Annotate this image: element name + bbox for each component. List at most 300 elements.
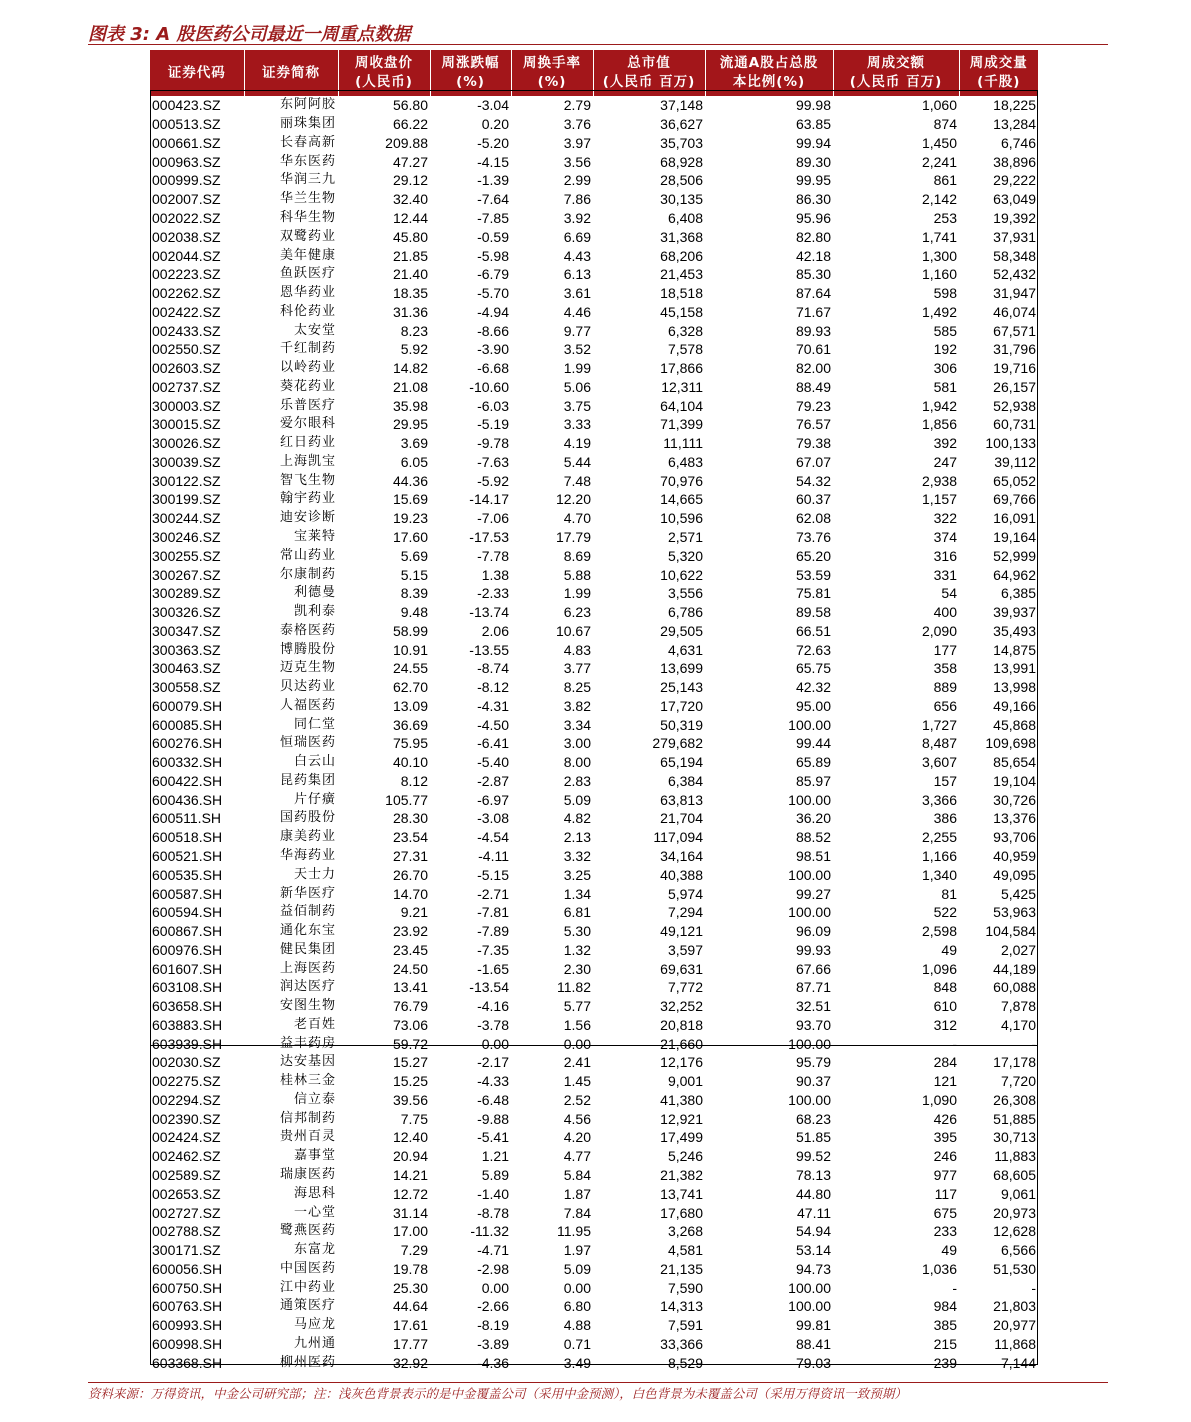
cell-change: -7.81: [430, 903, 511, 922]
cell-name: 乐普医疗: [244, 396, 338, 415]
table-row: [150, 1259, 1038, 1278]
cell-code: 002390.SZ: [150, 1109, 244, 1128]
cell-change: -8.12: [430, 678, 511, 697]
cell-market-cap: 5,974: [593, 884, 705, 903]
cell-volume: 6,746: [959, 134, 1038, 153]
cell-market-cap: 9,001: [593, 1072, 705, 1091]
cell-volume: 13,991: [959, 659, 1038, 678]
cell-change: -2.71: [430, 884, 511, 903]
cell-code: 000999.SZ: [150, 171, 244, 190]
cell-float-ratio: 42.32: [705, 678, 833, 697]
cell-volume: 6,566: [959, 1241, 1038, 1260]
cell-turnover-value: 889: [833, 678, 959, 697]
cell-code: 300558.SZ: [150, 678, 244, 697]
cell-change: -8.74: [430, 659, 511, 678]
cell-change: -3.90: [430, 340, 511, 359]
cell-float-ratio: 53.59: [705, 565, 833, 584]
cell-close: 8.12: [338, 772, 430, 791]
cell-float-ratio: 100.00: [705, 1034, 833, 1053]
cell-turnover-value: 392: [833, 434, 959, 453]
cell-turnover-rate: 6.81: [511, 903, 593, 922]
cell-turnover-rate: 5.77: [511, 997, 593, 1016]
cell-market-cap: 4,581: [593, 1241, 705, 1260]
cell-close: 75.95: [338, 734, 430, 753]
cell-code: 300363.SZ: [150, 640, 244, 659]
cell-turnover-value: 1,300: [833, 246, 959, 265]
cell-volume: 39,112: [959, 453, 1038, 472]
cell-change: -5.40: [430, 753, 511, 772]
cell-float-ratio: 51.85: [705, 1128, 833, 1147]
cell-volume: 63,049: [959, 190, 1038, 209]
table-row: [150, 715, 1038, 734]
cell-name: 科伦药业: [244, 302, 338, 321]
cell-name: 通化东宝: [244, 922, 338, 941]
cell-close: 7.75: [338, 1109, 430, 1128]
cell-change: -4.94: [430, 302, 511, 321]
cell-float-ratio: 67.07: [705, 453, 833, 472]
cell-name: 瑞康医药: [244, 1166, 338, 1185]
header-security-name: 证券简称: [244, 50, 338, 96]
cell-turnover-value: 322: [833, 509, 959, 528]
cell-change: -2.17: [430, 1053, 511, 1072]
cell-volume: 16,091: [959, 509, 1038, 528]
cell-code: 002422.SZ: [150, 302, 244, 321]
cell-turnover-value: 284: [833, 1053, 959, 1072]
cell-name: 科华生物: [244, 209, 338, 228]
cell-volume: 52,938: [959, 396, 1038, 415]
cell-turnover-value: 1,166: [833, 847, 959, 866]
cell-turnover-rate: 8.69: [511, 546, 593, 565]
cell-code: 600976.SH: [150, 940, 244, 959]
cell-volume: 11,883: [959, 1147, 1038, 1166]
cell-float-ratio: 73.76: [705, 528, 833, 547]
cell-name: 红日药业: [244, 434, 338, 453]
cell-name: 华东医药: [244, 152, 338, 171]
cell-name: 九州通: [244, 1335, 338, 1354]
cell-market-cap: 40,388: [593, 865, 705, 884]
cell-market-cap: 2,571: [593, 528, 705, 547]
cell-float-ratio: 100.00: [705, 1278, 833, 1297]
cell-code: 002788.SZ: [150, 1222, 244, 1241]
table-row: [150, 697, 1038, 716]
cell-turnover-value: 1,727: [833, 715, 959, 734]
cell-turnover-rate: 10.67: [511, 621, 593, 640]
cell-turnover-rate: 3.33: [511, 415, 593, 434]
cell-code: 300199.SZ: [150, 490, 244, 509]
cell-market-cap: 34,164: [593, 847, 705, 866]
cell-turnover-rate: 2.41: [511, 1053, 593, 1072]
cell-market-cap: 12,311: [593, 377, 705, 396]
cell-change: -7.06: [430, 509, 511, 528]
cell-volume: 93,706: [959, 828, 1038, 847]
cell-market-cap: 68,206: [593, 246, 705, 265]
table-row: [150, 471, 1038, 490]
cell-name: 丽珠集团: [244, 115, 338, 134]
table-row: [150, 828, 1038, 847]
cell-change: -4.50: [430, 715, 511, 734]
cell-market-cap: 7,591: [593, 1316, 705, 1335]
cell-code: 002433.SZ: [150, 321, 244, 340]
cell-close: 21.40: [338, 265, 430, 284]
cell-volume: 4,170: [959, 1016, 1038, 1035]
cell-change: -7.35: [430, 940, 511, 959]
cell-close: 12.44: [338, 209, 430, 228]
cell-volume: 39,937: [959, 603, 1038, 622]
cell-float-ratio: 72.63: [705, 640, 833, 659]
cell-name: 宝莱特: [244, 528, 338, 547]
cell-close: 25.30: [338, 1278, 430, 1297]
cell-market-cap: 13,741: [593, 1184, 705, 1203]
cell-float-ratio: 99.95: [705, 171, 833, 190]
table-row: [150, 565, 1038, 584]
cell-close: 19.23: [338, 509, 430, 528]
table-row: [150, 152, 1038, 171]
cell-change: -6.48: [430, 1091, 511, 1110]
cell-turnover-rate: 7.86: [511, 190, 593, 209]
cell-turnover-rate: 3.82: [511, 697, 593, 716]
cell-close: 28.30: [338, 809, 430, 828]
cell-close: 23.45: [338, 940, 430, 959]
cell-turnover-rate: 3.56: [511, 152, 593, 171]
cell-change: -8.66: [430, 321, 511, 340]
cell-close: 26.70: [338, 865, 430, 884]
cell-turnover-rate: 6.23: [511, 603, 593, 622]
cell-name: 中国医药: [244, 1259, 338, 1278]
cell-change: 5.89: [430, 1166, 511, 1185]
cell-market-cap: 14,665: [593, 490, 705, 509]
cell-turnover-rate: 5.30: [511, 922, 593, 941]
cell-turnover-value: 246: [833, 1147, 959, 1166]
cell-market-cap: 63,813: [593, 790, 705, 809]
cell-change: -13.55: [430, 640, 511, 659]
cell-float-ratio: 99.44: [705, 734, 833, 753]
cell-market-cap: 21,660: [593, 1034, 705, 1053]
cell-change: -7.89: [430, 922, 511, 941]
cell-change: -13.54: [430, 978, 511, 997]
cell-name: 健民集团: [244, 940, 338, 959]
table-row: [150, 96, 1038, 115]
cell-market-cap: 7,590: [593, 1278, 705, 1297]
cell-code: 002030.SZ: [150, 1053, 244, 1072]
cell-close: 209.88: [338, 134, 430, 153]
cell-market-cap: 32,252: [593, 997, 705, 1016]
cell-close: 17.77: [338, 1335, 430, 1354]
cell-name: 贵州百灵: [244, 1128, 338, 1147]
cell-turnover-value: 49: [833, 940, 959, 959]
cell-code: 600079.SH: [150, 697, 244, 716]
cell-close: 5.15: [338, 565, 430, 584]
cell-code: 000963.SZ: [150, 152, 244, 171]
cell-market-cap: 64,104: [593, 396, 705, 415]
cell-change: -7.85: [430, 209, 511, 228]
cell-code: 002262.SZ: [150, 284, 244, 303]
cell-change: -5.92: [430, 471, 511, 490]
cell-volume: 104,584: [959, 922, 1038, 941]
cell-close: 47.27: [338, 152, 430, 171]
cell-turnover-value: 395: [833, 1128, 959, 1147]
cell-turnover-rate: 0.00: [511, 1278, 593, 1297]
cell-turnover-value: 3,366: [833, 790, 959, 809]
cell-float-ratio: 89.93: [705, 321, 833, 340]
cell-market-cap: 33,366: [593, 1335, 705, 1354]
cell-change: -4.11: [430, 847, 511, 866]
cell-change: -2.98: [430, 1259, 511, 1278]
cell-name: 尔康制药: [244, 565, 338, 584]
cell-turnover-rate: 0.71: [511, 1335, 593, 1354]
cell-close: 14.82: [338, 359, 430, 378]
cell-float-ratio: 88.52: [705, 828, 833, 847]
cell-float-ratio: 95.00: [705, 697, 833, 716]
cell-float-ratio: 85.97: [705, 772, 833, 791]
cell-change: -14.17: [430, 490, 511, 509]
cell-code: 000661.SZ: [150, 134, 244, 153]
cell-name: 爱尔眼科: [244, 415, 338, 434]
cell-turnover-value: 239: [833, 1353, 959, 1372]
cell-name: 上海凯宝: [244, 453, 338, 472]
cell-change: -3.78: [430, 1016, 511, 1035]
cell-code: 603883.SH: [150, 1016, 244, 1035]
cell-turnover-rate: 3.00: [511, 734, 593, 753]
cell-market-cap: 14,313: [593, 1297, 705, 1316]
cell-market-cap: 7,772: [593, 978, 705, 997]
cell-name: 长春高新: [244, 134, 338, 153]
cell-close: 44.36: [338, 471, 430, 490]
cell-name: 智飞生物: [244, 471, 338, 490]
cell-market-cap: 21,382: [593, 1166, 705, 1185]
cell-turnover-value: 1,157: [833, 490, 959, 509]
cell-close: 66.22: [338, 115, 430, 134]
cell-close: 13.41: [338, 978, 430, 997]
cell-turnover-value: -: [833, 1034, 959, 1053]
cell-close: 15.27: [338, 1053, 430, 1072]
cell-market-cap: 65,194: [593, 753, 705, 772]
cell-volume: 19,716: [959, 359, 1038, 378]
cell-code: 002223.SZ: [150, 265, 244, 284]
cell-volume: 17,178: [959, 1053, 1038, 1072]
cell-volume: 40,959: [959, 847, 1038, 866]
cell-float-ratio: 85.30: [705, 265, 833, 284]
cell-volume: 68,605: [959, 1166, 1038, 1185]
cell-turnover-value: 1,340: [833, 865, 959, 884]
cell-market-cap: 5,246: [593, 1147, 705, 1166]
cell-turnover-rate: 6.69: [511, 227, 593, 246]
cell-turnover-rate: 0.00: [511, 1034, 593, 1053]
cell-market-cap: 37,148: [593, 96, 705, 115]
table-row: [150, 1222, 1038, 1241]
cell-float-ratio: 88.49: [705, 377, 833, 396]
page-title: 图表 3: A 股医药公司最近一周重点数据: [88, 24, 411, 45]
cell-code: 300244.SZ: [150, 509, 244, 528]
cell-close: 17.00: [338, 1222, 430, 1241]
table-row: [150, 1297, 1038, 1316]
cell-volume: 7,144: [959, 1353, 1038, 1372]
cell-volume: 60,731: [959, 415, 1038, 434]
cell-turnover-value: 656: [833, 697, 959, 716]
cell-float-ratio: 95.96: [705, 209, 833, 228]
cell-name: 东富龙: [244, 1241, 338, 1260]
cell-market-cap: 35,703: [593, 134, 705, 153]
cell-name: 太安堂: [244, 321, 338, 340]
cell-float-ratio: 100.00: [705, 865, 833, 884]
cell-volume: 26,157: [959, 377, 1038, 396]
cell-close: 31.36: [338, 302, 430, 321]
cell-close: 10.91: [338, 640, 430, 659]
cell-close: 24.55: [338, 659, 430, 678]
cell-code: 300347.SZ: [150, 621, 244, 640]
cell-close: 15.69: [338, 490, 430, 509]
table-row: [150, 1147, 1038, 1166]
cell-market-cap: 10,596: [593, 509, 705, 528]
cell-volume: 44,189: [959, 959, 1038, 978]
table-row: [150, 359, 1038, 378]
cell-turnover-value: 177: [833, 640, 959, 659]
cell-close: 21.85: [338, 246, 430, 265]
cell-code: 300255.SZ: [150, 546, 244, 565]
cell-change: -4.31: [430, 697, 511, 716]
cell-name: 一心堂: [244, 1203, 338, 1222]
cell-turnover-value: 312: [833, 1016, 959, 1035]
cell-volume: 26,308: [959, 1091, 1038, 1110]
cell-turnover-rate: 3.34: [511, 715, 593, 734]
cell-turnover-rate: 7.84: [511, 1203, 593, 1222]
table-row: [150, 790, 1038, 809]
cell-change: -4.54: [430, 828, 511, 847]
cell-turnover-rate: 4.19: [511, 434, 593, 453]
cell-turnover-rate: 1.34: [511, 884, 593, 903]
cell-code: 603108.SH: [150, 978, 244, 997]
cell-float-ratio: 68.23: [705, 1109, 833, 1128]
cell-volume: 21,803: [959, 1297, 1038, 1316]
cell-float-ratio: 79.23: [705, 396, 833, 415]
table-row: [150, 809, 1038, 828]
source-footnote: 资料来源：万得资讯，中金公司研究部；注：浅灰色背景表示的是中金覆盖公司（采用中金预测），白色背景为未覆盖公司（采用万得资讯一致预期）: [88, 1386, 907, 1401]
cell-name: 益丰药房: [244, 1034, 338, 1053]
cell-close: 5.69: [338, 546, 430, 565]
cell-turnover-value: 331: [833, 565, 959, 584]
cell-change: -5.41: [430, 1128, 511, 1147]
cell-code: 600594.SH: [150, 903, 244, 922]
cell-turnover-value: 8,487: [833, 734, 959, 753]
cell-volume: 52,432: [959, 265, 1038, 284]
cell-volume: 64,962: [959, 565, 1038, 584]
cell-close: 8.23: [338, 321, 430, 340]
cell-close: 6.05: [338, 453, 430, 472]
cell-market-cap: 21,135: [593, 1259, 705, 1278]
cell-volume: 109,698: [959, 734, 1038, 753]
table-row: [150, 1241, 1038, 1260]
cell-code: 300246.SZ: [150, 528, 244, 547]
cell-turnover-rate: 8.00: [511, 753, 593, 772]
cell-turnover-value: 316: [833, 546, 959, 565]
cell-turnover-rate: 3.49: [511, 1353, 593, 1372]
cell-turnover-rate: 1.97: [511, 1241, 593, 1260]
cell-code: 002589.SZ: [150, 1166, 244, 1185]
cell-float-ratio: 54.32: [705, 471, 833, 490]
cell-change: -5.20: [430, 134, 511, 153]
cell-market-cap: 12,921: [593, 1109, 705, 1128]
cell-name: 以岭药业: [244, 359, 338, 378]
cell-market-cap: 6,483: [593, 453, 705, 472]
cell-name: 贝达药业: [244, 678, 338, 697]
table-row: [150, 396, 1038, 415]
cell-turnover-rate: 3.25: [511, 865, 593, 884]
cell-float-ratio: 86.30: [705, 190, 833, 209]
cell-change: -1.39: [430, 171, 511, 190]
table-row: [150, 621, 1038, 640]
cell-change: -2.87: [430, 772, 511, 791]
cell-float-ratio: 89.58: [705, 603, 833, 622]
cell-turnover-value: 400: [833, 603, 959, 622]
cell-turnover-rate: 4.43: [511, 246, 593, 265]
cell-turnover-value: 2,598: [833, 922, 959, 941]
cell-market-cap: 41,380: [593, 1091, 705, 1110]
cell-name: 老百姓: [244, 1016, 338, 1035]
cell-code: 600998.SH: [150, 1335, 244, 1354]
table-row: [150, 1278, 1038, 1297]
cell-volume: 46,074: [959, 302, 1038, 321]
cell-turnover-value: 675: [833, 1203, 959, 1222]
cell-change: -3.89: [430, 1335, 511, 1354]
header-market-cap: 总市值 (人民币 百万): [593, 50, 705, 96]
cell-float-ratio: 89.30: [705, 152, 833, 171]
cell-market-cap: 20,818: [593, 1016, 705, 1035]
cell-turnover-rate: 3.32: [511, 847, 593, 866]
cell-market-cap: 25,143: [593, 678, 705, 697]
cell-code: 600867.SH: [150, 922, 244, 941]
cell-turnover-value: 1,492: [833, 302, 959, 321]
table-row: [150, 190, 1038, 209]
cell-volume: 13,284: [959, 115, 1038, 134]
cell-name: 润达医疗: [244, 978, 338, 997]
cell-float-ratio: 75.81: [705, 584, 833, 603]
cell-name: 迈克生物: [244, 659, 338, 678]
cell-volume: 30,726: [959, 790, 1038, 809]
cell-volume: 13,376: [959, 809, 1038, 828]
table-row: [150, 865, 1038, 884]
cell-market-cap: 21,453: [593, 265, 705, 284]
cell-name: 常山药业: [244, 546, 338, 565]
cell-close: 40.10: [338, 753, 430, 772]
cell-turnover-value: 1,856: [833, 415, 959, 434]
cell-turnover-value: 54: [833, 584, 959, 603]
cell-volume: -: [959, 1034, 1038, 1053]
header-weekly-turnover-rate: 周换手率 (%): [511, 50, 593, 96]
cell-code: 300039.SZ: [150, 453, 244, 472]
cell-close: 29.95: [338, 415, 430, 434]
cell-name: 江中药业: [244, 1278, 338, 1297]
cell-turnover-value: 121: [833, 1072, 959, 1091]
cell-code: 300026.SZ: [150, 434, 244, 453]
table-row: [150, 847, 1038, 866]
cell-code: 300463.SZ: [150, 659, 244, 678]
cell-name: 嘉事堂: [244, 1147, 338, 1166]
cell-market-cap: 11,111: [593, 434, 705, 453]
cell-code: 002653.SZ: [150, 1184, 244, 1203]
cell-name: 信邦制药: [244, 1109, 338, 1128]
cell-close: 20.94: [338, 1147, 430, 1166]
cell-market-cap: 8,529: [593, 1353, 705, 1372]
table-row: [150, 321, 1038, 340]
cell-turnover-value: 1,060: [833, 96, 959, 115]
cell-code: 601607.SH: [150, 959, 244, 978]
table-row: [150, 678, 1038, 697]
cell-change: -10.60: [430, 377, 511, 396]
cell-close: 5.92: [338, 340, 430, 359]
cell-turnover-rate: 3.92: [511, 209, 593, 228]
table-row: [150, 603, 1038, 622]
cell-market-cap: 70,976: [593, 471, 705, 490]
cell-name: 白云山: [244, 753, 338, 772]
